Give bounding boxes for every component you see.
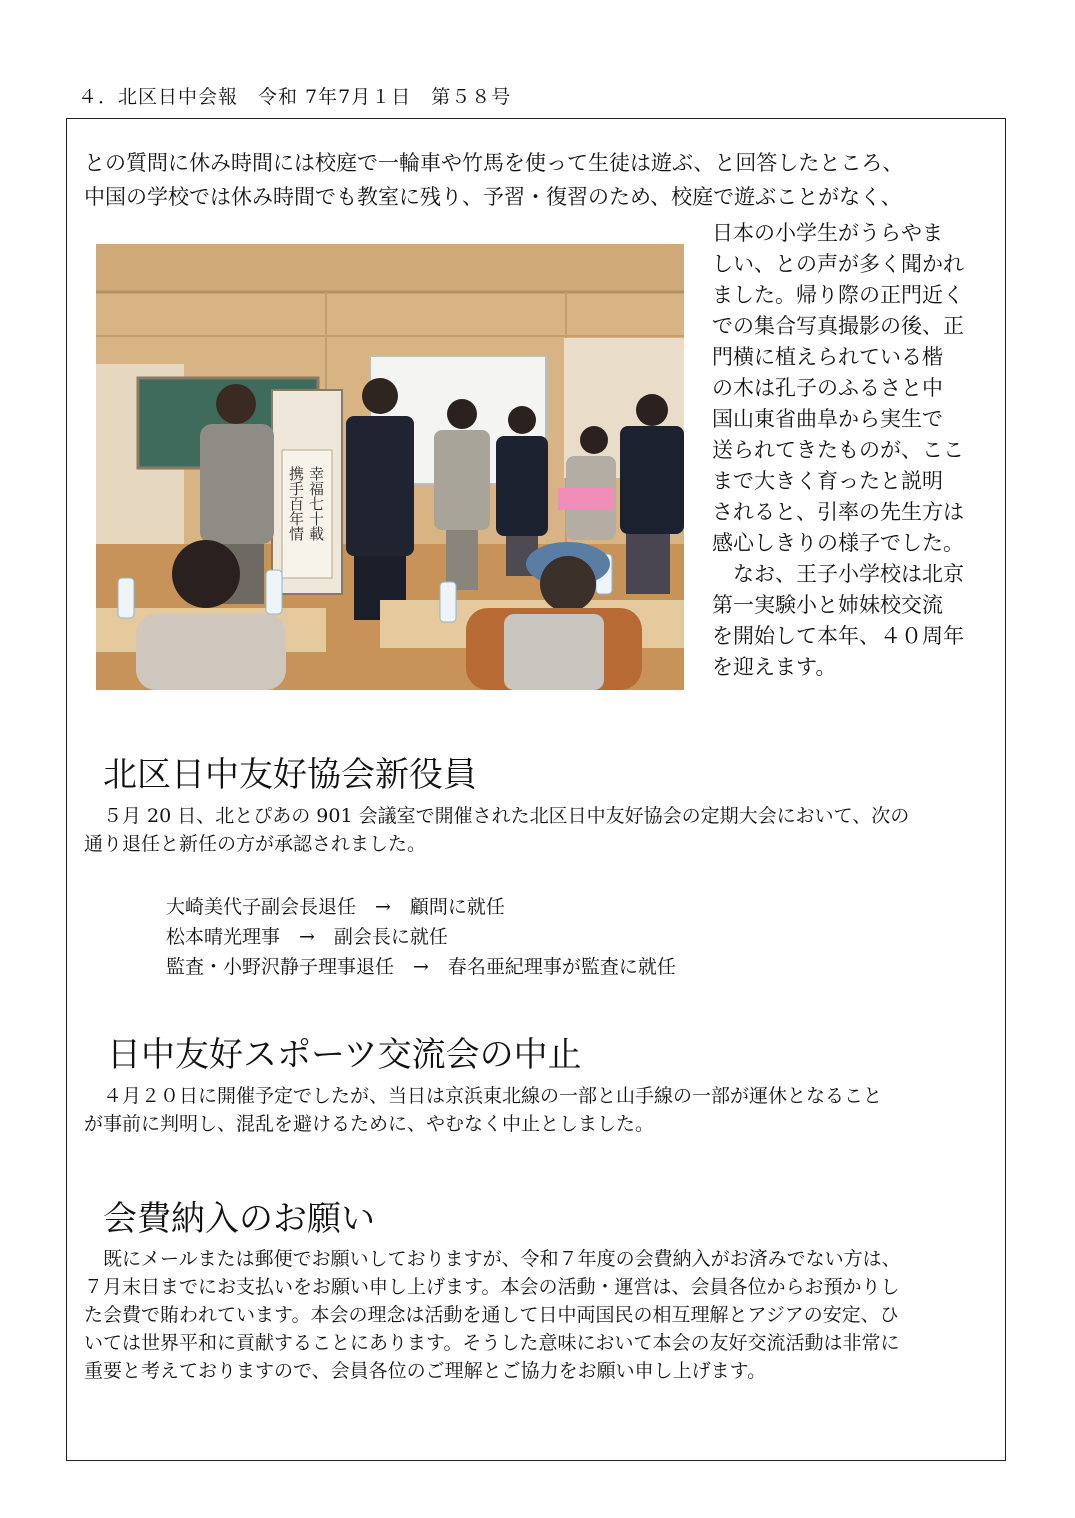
list-item: 大崎美代子副会長退任 → 顧問に就任 — [166, 896, 505, 918]
side-line: 門横に植えられている楷 — [712, 345, 943, 369]
side-line: での集合写真撮影の後、正 — [712, 314, 964, 338]
body-line: いては世界平和に貢献することにあります。そうした意味において本会の友好交流活動は非常に — [84, 1332, 900, 1354]
side-line: 第一実験小と姉妹校交流 — [712, 593, 943, 617]
side-line: 送られてきたものが、ここ — [712, 438, 964, 462]
side-line: 日本の小学生がうらやま — [712, 221, 943, 245]
body-line: ４月２０日に開催予定でしたが、当日は京浜東北線の一部と山手線の一部が運休となること — [84, 1085, 883, 1107]
side-line: を開始して本年、４０周年 — [712, 624, 964, 648]
side-line: の木は孔子のふるさと中 — [712, 376, 943, 400]
side-line: ました。帰り際の正門近く — [712, 283, 964, 307]
section-body-sports — [84, 1082, 882, 1138]
section-body-officers — [84, 802, 909, 858]
officer-change-list — [166, 892, 676, 982]
side-line: されると、引率の先生方は — [712, 500, 964, 524]
section-body-fees — [84, 1245, 901, 1385]
event-photo — [96, 244, 684, 690]
intro-line: との質問に休み時間には校庭で一輪車や竹馬を使って生徒は遊ぶ、と回答したところ、 — [84, 151, 904, 175]
body-line: ５月 20 日、北とぴあの 901 会議室で開催された北区日中友好協会の定期大会において、次の — [84, 805, 910, 827]
intro-line: 中国の学校では休み時間でも教室に残り、予習・復習のため、校庭で遊ぶことがなく、 — [84, 185, 902, 209]
side-line: まで大きく育ったと説明 — [712, 469, 943, 493]
body-line: 既にメールまたは郵便でお願いしておりますが、令和７年度の会費納入がお済みでない方は、 — [84, 1248, 901, 1270]
side-line: を迎えます。 — [712, 655, 837, 679]
section-title-officers: 北区日中友好協会新役員 — [103, 755, 477, 795]
body-line: た会費で賄われています。本会の理念は活動を通して日中両国民の相互理解とアジアの安定、ひ — [84, 1304, 899, 1326]
body-line: が事前に判明し、混乱を避けるために、やむなく中止としました。 — [84, 1113, 655, 1135]
page-header: ４．北区日中会報 令和 7年7月１日 第５８号 — [78, 86, 512, 108]
side-line: しい、との声が多く聞かれ — [712, 252, 964, 276]
body-line: 重要と考えておりますので、会員各位のご理解とご協力をお願い申し上げます。 — [84, 1360, 767, 1382]
body-line: 通り退任と新任の方が承認されました。 — [84, 833, 427, 855]
side-line: 感心しきりの様子でした。 — [712, 531, 964, 555]
scroll-text-left: 携手百年情 — [287, 466, 305, 541]
list-item: 松本晴光理事 → 副会長に就任 — [166, 926, 448, 948]
section-title-sports: 日中友好スポーツ交流会の中止 — [107, 1035, 582, 1075]
scroll-text-right: 幸福七十載 — [307, 466, 325, 541]
side-column — [712, 218, 987, 683]
body-line: ７月末日までにお支払いをお願い申し上げます。本会の活動・運営は、会員各位からお預かりし — [84, 1276, 900, 1298]
side-line: なお、王子小学校は北京 — [712, 562, 964, 586]
section-title-fees: 会費納入のお願い — [103, 1199, 375, 1239]
side-line: 国山東省曲阜から実生で — [712, 407, 943, 431]
list-item: 監査・小野沢静子理事退任 → 春名亜紀理事が監査に就任 — [166, 956, 676, 978]
